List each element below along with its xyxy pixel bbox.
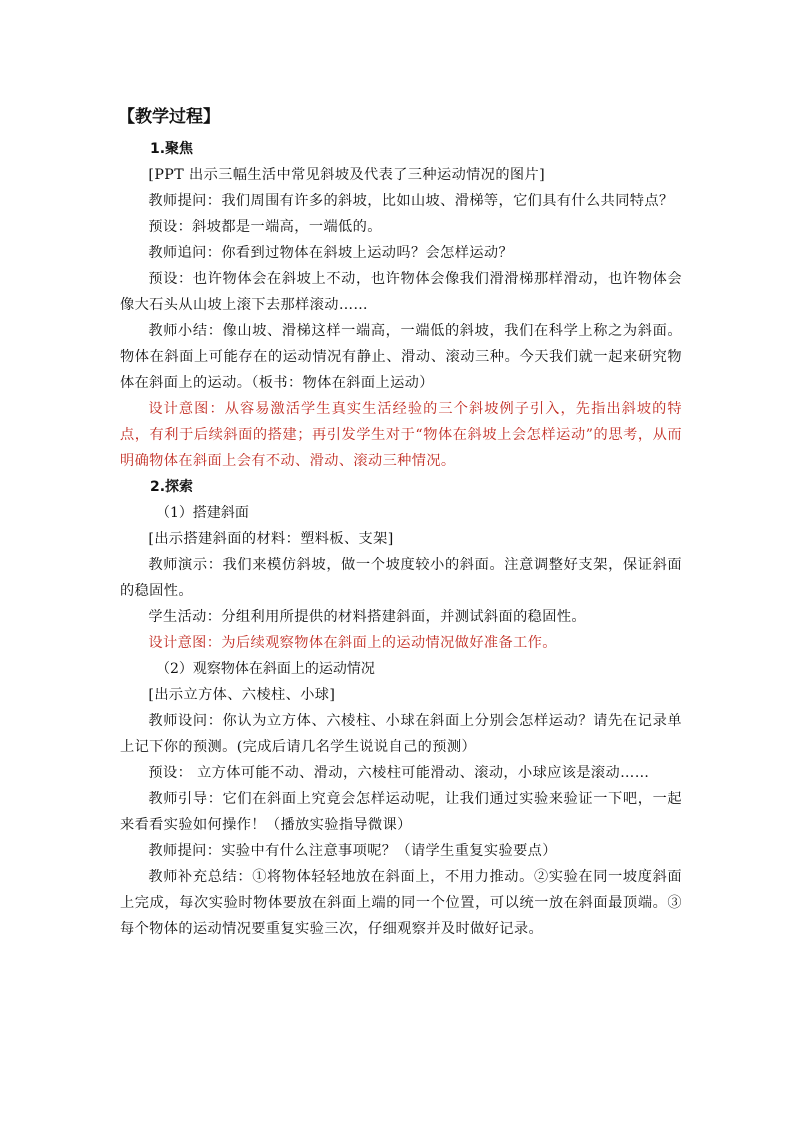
paragraph: [出示立方体、六棱柱、小球]: [148, 687, 336, 703]
paragraph: 教师引导：它们在斜面上究竟会怎样运动呢，让我们通过实验来验证一下吧，一起来看看实验如何操作！（播放实验指导微课）: [120, 791, 682, 833]
paragraph: 教师小结：像山坡、滑梯这样一端高，一端低的斜坡，我们在科学上称之为斜面。物体在斜面上可能存在的运动情况有静止、滑动、滚动三种。今天我们就一起来研究物体在斜面上的运动。（板书：物体在斜面上运动）: [120, 323, 682, 391]
subsection-title: （2）观察物体在斜面上的运动情况: [156, 661, 375, 677]
page-title: 【教学过程】: [118, 107, 220, 127]
section-title: 2.探索: [150, 479, 194, 495]
paragraph: 教师设问：你认为立方体、六棱柱、小球在斜面上分别会怎样运动？请先在记录单上记下你的预测。(完成后请几名学生说说自己的预测）: [120, 713, 682, 755]
paragraph: [出示搭建斜面的材料：塑料板、支架]: [148, 531, 394, 547]
paragraph: 教师补充总结：①将物体轻轻地放在斜面上，不用力推动。②实验在同一坡度斜面上完成，每次实验时物体要放在斜面上端的同一个位置，可以统一放在斜面最顶端。③每个物体的运动情况要重复实验三次，仔细观察并及时做好记录。: [120, 869, 682, 937]
paragraph: [PPT 出示三幅生活中常见斜坡及代表了三种运动情况的图片]: [148, 167, 546, 183]
paragraph: 教师演示：我们来模仿斜坡，做一个坡度较小的斜面。注意调整好支架，保证斜面的稳固性。: [120, 557, 682, 599]
paragraph: 预设： 立方体可能不动、滑动，六棱柱可能滑动、滚动，小球应该是滚动……: [148, 765, 650, 781]
section-title: 1.聚焦: [150, 141, 194, 157]
subsection-build-slope: [120, 500, 682, 656]
design-intent-paragraph: 设计意图：从容易激活学生真实生活经验的三个斜坡例子引入，先指出斜坡的特点，有利于后续斜面的搭建；再引发学生对于“物体在斜坡上会怎样运动”的思考，从而明确物体在斜面上会有不动、滑动、滚动三种情况。: [120, 401, 682, 469]
paragraph: 教师提问：我们周围有许多的斜坡，比如山坡、滑梯等，它们具有什么共同特点？: [148, 193, 674, 209]
subsection-title: （1）搭建斜面: [156, 505, 249, 521]
section-explore: [120, 474, 682, 942]
section-focus: [120, 136, 682, 474]
design-intent-paragraph: 设计意图：为后续观察物体在斜面上的运动情况做好准备工作。: [148, 635, 557, 651]
document-page: [120, 104, 682, 942]
paragraph: 教师追问：你看到过物体在斜坡上运动吗？会怎样运动？: [148, 245, 514, 261]
subsection-observe-motion: [120, 656, 682, 942]
paragraph: 教师提问：实验中有什么注意事项呢？（请学生重复实验要点）: [148, 843, 557, 859]
paragraph: 预设：也许物体会在斜坡上不动，也许物体会像我们滑滑梯那样滑动，也许物体会像大石头从山坡上滚下去那样滚动……: [120, 271, 682, 313]
paragraph: 预设：斜坡都是一端高，一端低的。: [148, 219, 382, 235]
paragraph: 学生活动：分组利用所提供的材料搭建斜面，并测试斜面的稳固性。: [148, 609, 587, 625]
